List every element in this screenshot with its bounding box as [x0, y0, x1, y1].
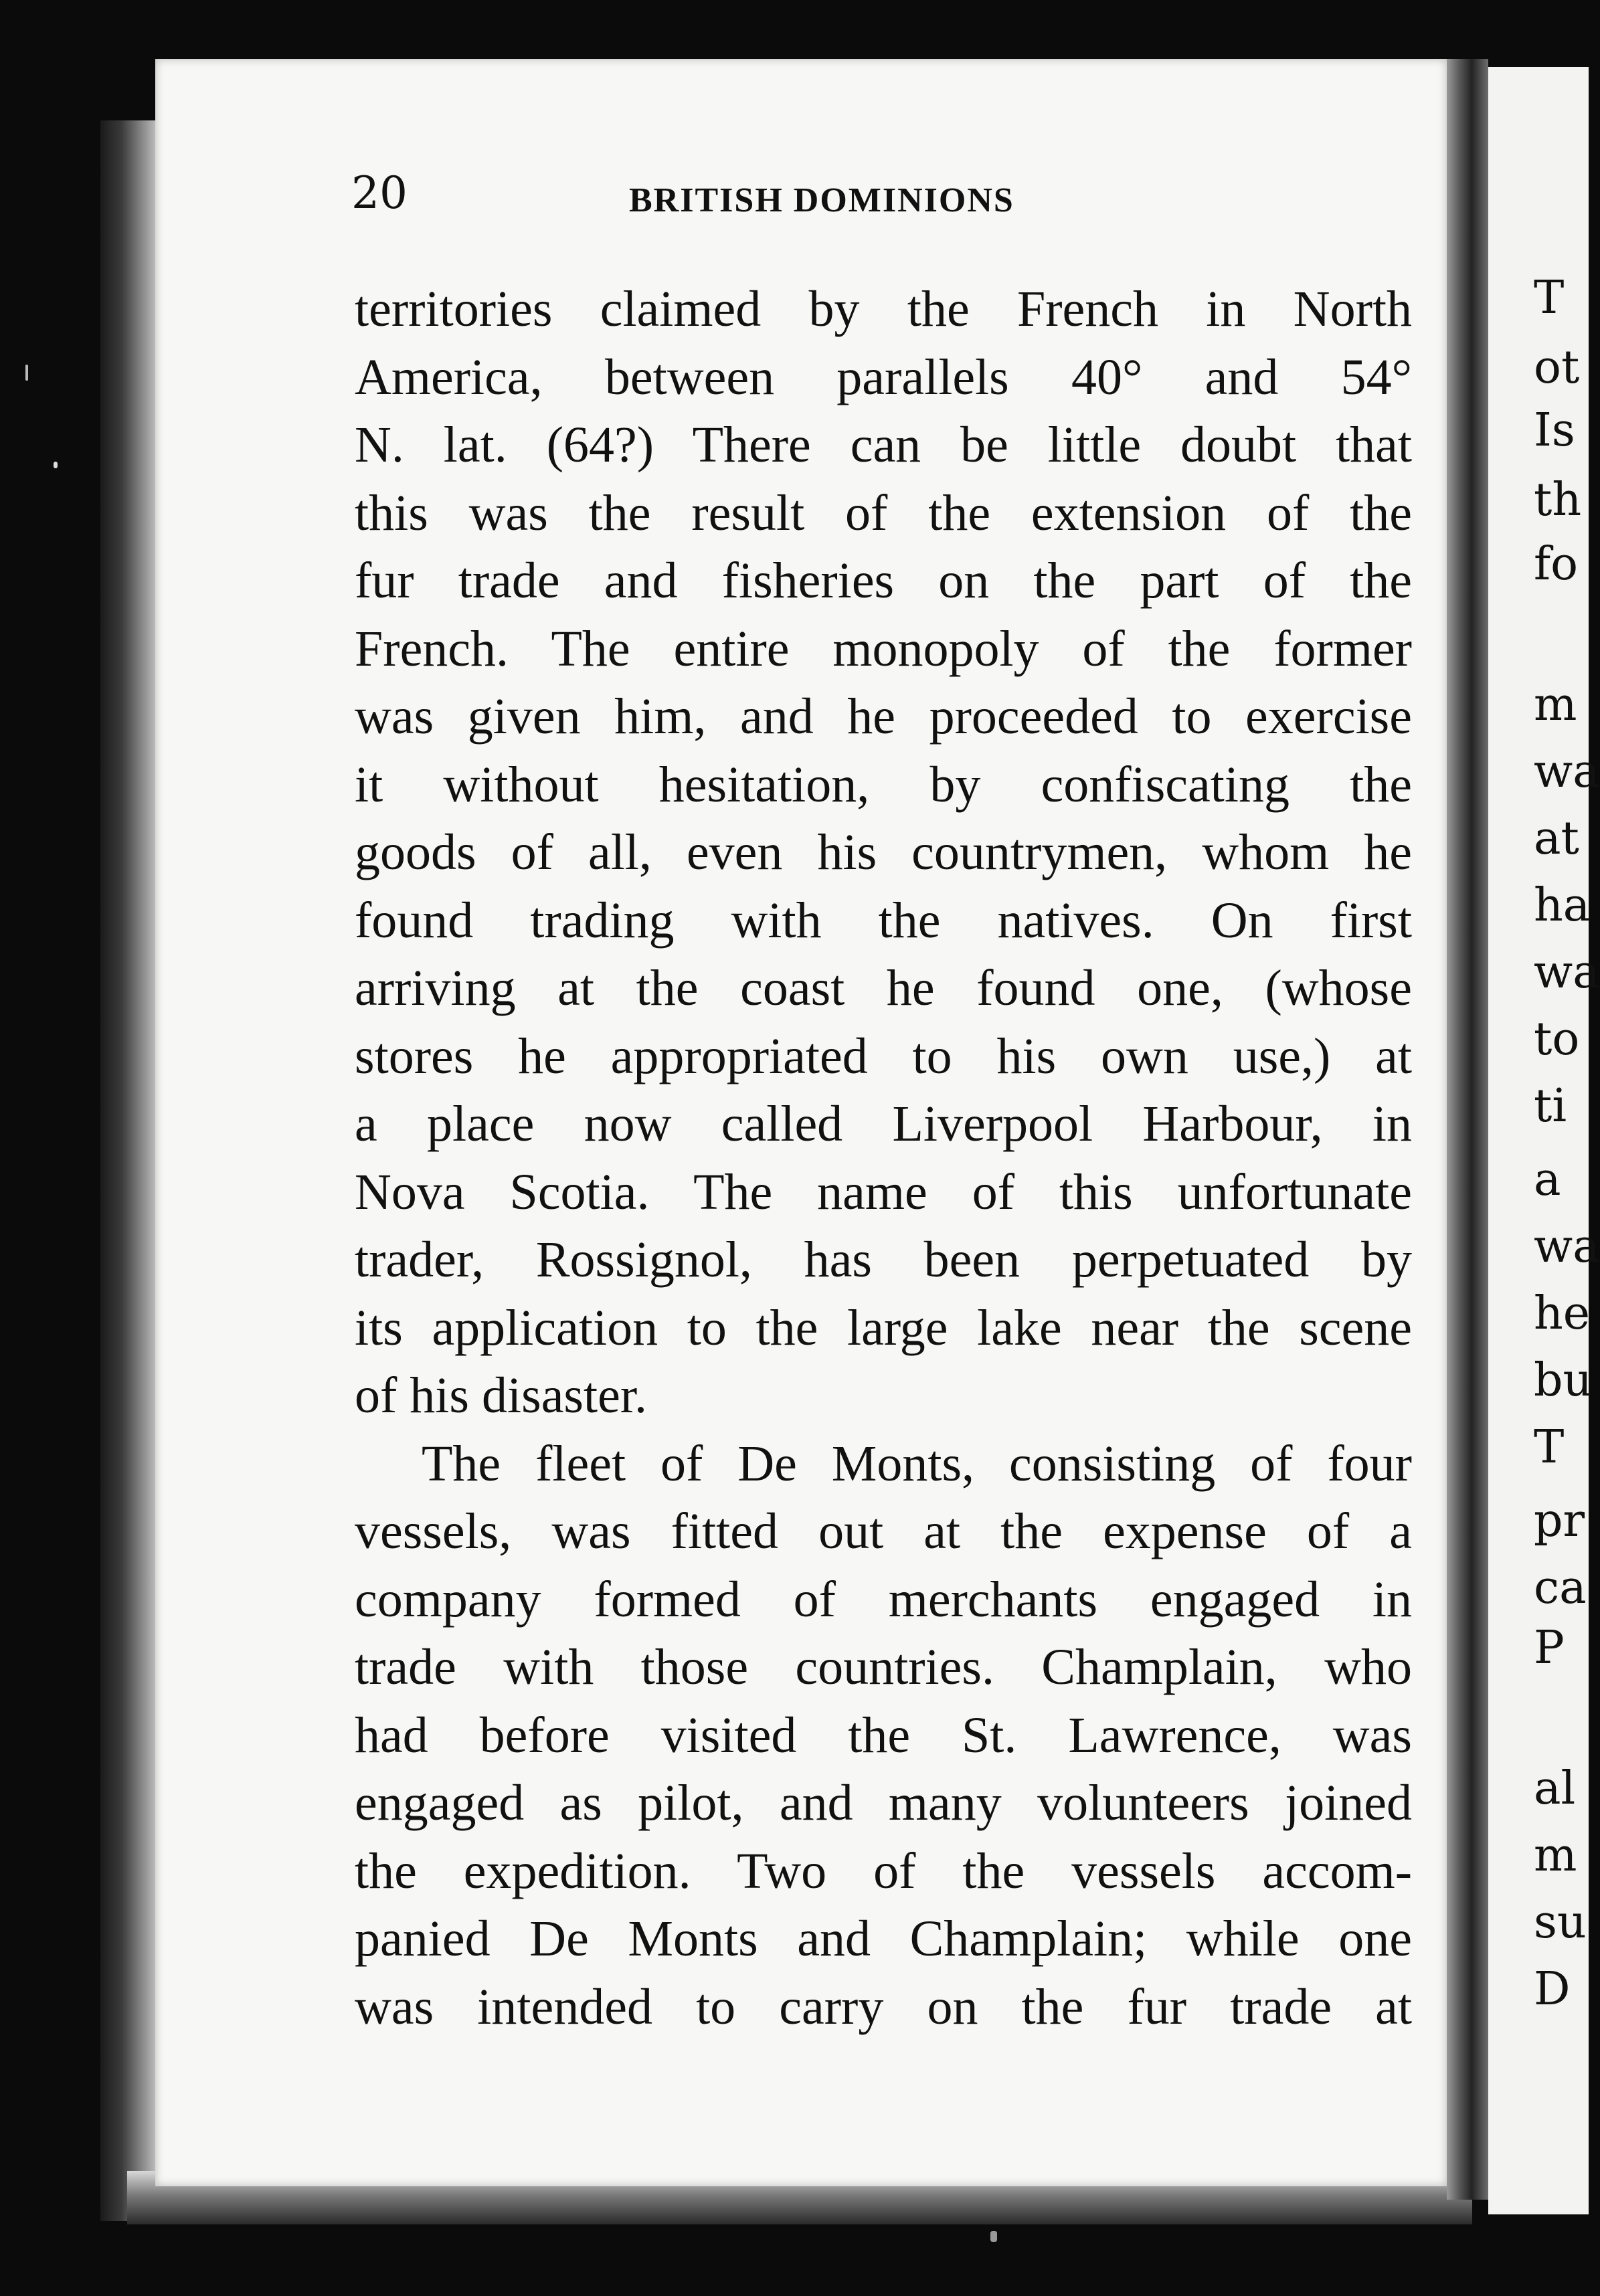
text-line: found trading with the natives. On first	[355, 892, 1412, 949]
facing-page-fragment: ot	[1534, 341, 1580, 394]
running-head: BRITISH DOMINIONS	[629, 181, 1014, 219]
text-line: this was the result of the extension of the	[355, 484, 1412, 541]
text-line: trader, Rossignol, has been perpetuated by	[355, 1232, 1412, 1288]
text-line: engaged as pilot, and many volunteers joined	[355, 1775, 1412, 1831]
facing-page-fragment: ti	[1534, 1080, 1567, 1133]
scan-speck	[25, 365, 28, 381]
left-page-edge	[100, 120, 161, 2221]
facing-page-fragment: T	[1534, 1421, 1565, 1474]
paragraph-first-line: The fleet of De Monts, consisting of four	[422, 1435, 1412, 1492]
facing-page-fragment: al	[1534, 1762, 1576, 1815]
facing-page-fragment: a	[1534, 1153, 1561, 1206]
facing-page-fragment: fo	[1534, 538, 1579, 591]
text-line: a place now called Liverpool Harbour, in	[355, 1096, 1412, 1152]
page-header	[351, 167, 1181, 227]
book-gutter	[1447, 59, 1488, 2200]
facing-page-fragment: wa	[1534, 946, 1600, 999]
text-line: was intended to carry on the fur trade at	[355, 1978, 1412, 2035]
text-line: French. The entire monopoly of the former	[355, 620, 1412, 677]
facing-page-fragment: at	[1534, 812, 1579, 865]
facing-page-fragment: wa	[1534, 1220, 1600, 1273]
text-line: had before visited the St. Lawrence, was	[355, 1707, 1412, 1763]
text-line: the expedition. Two of the vessels accom-	[355, 1842, 1412, 1899]
facing-page-fragment: wa	[1534, 745, 1600, 798]
text-line: vessels, was fitted out at the expense of a	[355, 1503, 1412, 1559]
facing-page-fragment: Is	[1534, 404, 1575, 457]
text-line: fur trade and fisheries on the part of the	[355, 553, 1412, 609]
text-line: Nova Scotia. The name of this unfortunate	[355, 1163, 1412, 1220]
facing-page-fragment: su	[1534, 1896, 1587, 1949]
facing-page-fragment: m	[1534, 678, 1577, 731]
facing-page-fragment: P	[1534, 1622, 1565, 1675]
facing-page-fragment: D	[1534, 1963, 1571, 2016]
text-line: of his disaster.	[355, 1367, 647, 1424]
scan-speck	[54, 462, 58, 468]
facing-page-fragment: T	[1534, 272, 1565, 324]
text-line: its application to the large lake near the scene	[355, 1299, 1412, 1356]
text-line: N. lat. (64?) There can be little doubt that	[355, 417, 1412, 473]
scan-speck	[990, 2231, 997, 2242]
facing-page-fragment: ha	[1534, 879, 1591, 932]
text-line: trade with those countries. Champlain, who	[355, 1639, 1412, 1695]
text-line: arriving at the coast he found one, (whose	[355, 960, 1412, 1016]
facing-page-fragment: ca	[1534, 1561, 1587, 1614]
body-text	[355, 276, 1412, 2041]
page-number: 20	[351, 167, 408, 219]
facing-page-fragment: bu	[1534, 1354, 1593, 1407]
text-line: goods of all, even his countrymen, whom he	[355, 824, 1412, 880]
text-line: stores he appropriated to his own use,) at	[355, 1028, 1412, 1084]
text-line: was given him, and he proceeded to exercise	[355, 688, 1412, 745]
facing-page-fragment: to	[1534, 1013, 1580, 1066]
facing-page-fragment: th	[1534, 474, 1582, 527]
text-line: company formed of merchants engaged in	[355, 1571, 1412, 1628]
text-line: territories claimed by the French in North	[355, 281, 1412, 337]
text-line: America, between parallels 40° and 54°	[355, 349, 1412, 405]
facing-page-fragment: m	[1534, 1829, 1577, 1882]
text-line: panied De Monts and Champlain; while one	[355, 1911, 1412, 1967]
text-line: it without hesitation, by confiscating the	[355, 756, 1412, 813]
facing-page-fragment: pr	[1534, 1495, 1585, 1547]
facing-page-fragment: he	[1534, 1287, 1591, 1340]
